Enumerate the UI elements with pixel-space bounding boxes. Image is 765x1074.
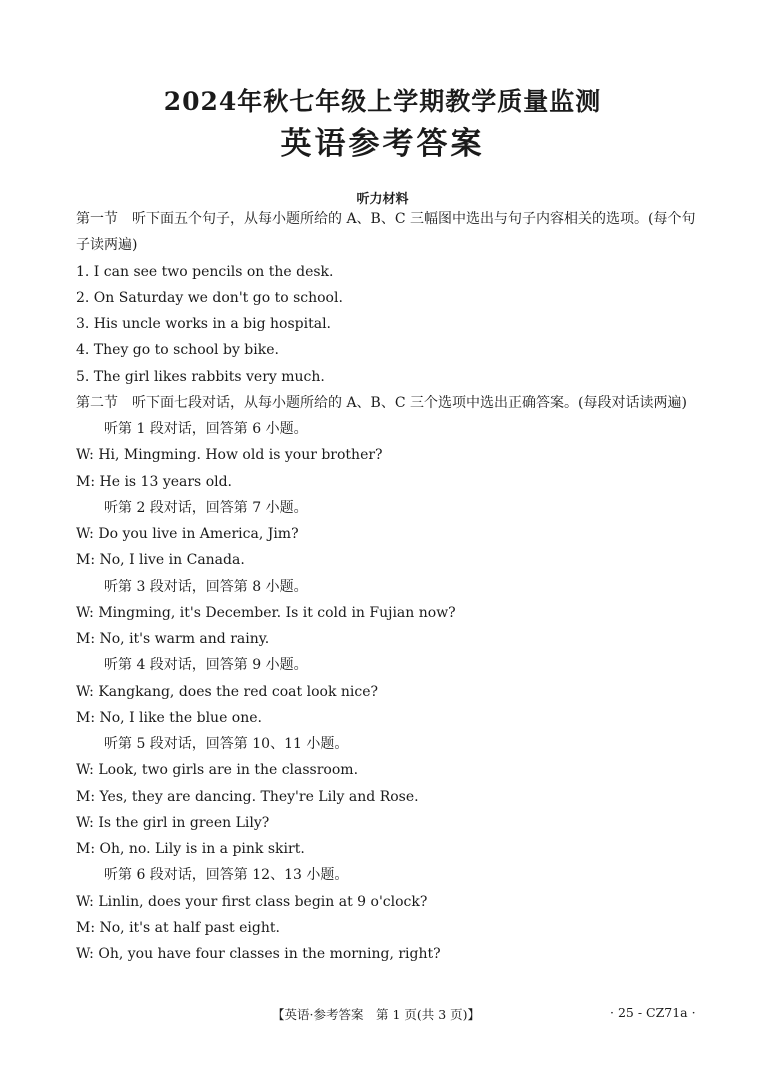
dialogue-instruction: 听第 1 段对话，回答第 6 小题。 bbox=[104, 421, 308, 437]
dialogue-instruction: 听第 3 段对话，回答第 8 小题。 bbox=[104, 578, 308, 595]
dialogue-instruction: 听第 2 段对话，回答第 7 小题。 bbox=[104, 499, 308, 516]
dialogue-line: W: Hi, Mingming. How old is your brother? bbox=[76, 447, 383, 464]
dialogue-line: W: Linlin, does your first class begin at 9 o'clock? bbox=[76, 893, 428, 910]
dialogue-line: W: Do you live in America, Jim? bbox=[76, 526, 299, 542]
dialogue-line: M: He is 13 years old. bbox=[76, 473, 233, 490]
document-title: 英语参考答案 bbox=[280, 126, 485, 162]
dialogue-line: W: Is the girl in green Lily? bbox=[76, 814, 270, 831]
sentence-item: 4. They go to school by bike. bbox=[76, 342, 279, 359]
section-title: 听力材料 bbox=[356, 192, 409, 207]
sentence-item: 2. On Saturday we don't go to school. bbox=[76, 289, 343, 306]
dialogue-line: M: No, I like the blue one. bbox=[76, 709, 262, 726]
dialogue-line: W: Mingming, it's December. Is it cold in Fujian now? bbox=[76, 604, 456, 621]
dialogue-line: W: Look, two girls are in the classroom. bbox=[76, 762, 359, 779]
dialogue-line: W: Kangkang, does the red coat look nice? bbox=[76, 683, 378, 700]
footer-page-info: 【英语·参考答案 第 1 页(共 3 页)】 bbox=[272, 1007, 481, 1022]
dialogue-line: M: Yes, they are dancing. They're Lily and Rose. bbox=[76, 788, 419, 805]
dialogue-instruction: 听第 6 段对话，回答第 12、13 小题。 bbox=[104, 867, 349, 884]
listening-material bbox=[76, 206, 696, 967]
dialogue-line: M: Oh, no. Lily is in a pink skirt. bbox=[76, 841, 305, 857]
dialogue-line: M: No, it's at half past eight. bbox=[76, 919, 280, 936]
dialogue-line: M: No, I live in Canada. bbox=[76, 552, 245, 569]
sentence-item: 3. His uncle works in a big hospital. bbox=[76, 316, 332, 332]
dialogue-instruction: 听第 4 段对话，回答第 9 小题。 bbox=[104, 657, 308, 674]
dialogue-instruction: 听第 5 段对话，回答第 10、11 小题。 bbox=[104, 736, 349, 752]
sentence-item: 5. The girl likes rabbits very much. bbox=[76, 368, 325, 385]
exam-title: 2024年秋七年级上学期教学质量监测 bbox=[163, 87, 602, 116]
footer-code: · 25 - CZ71a · bbox=[610, 1005, 696, 1020]
dialogue-line: M: No, it's warm and rainy. bbox=[76, 631, 270, 647]
dialogue-line: W: Oh, you have four classes in the morning, right? bbox=[76, 946, 441, 962]
sentence-item: 1. I can see two pencils on the desk. bbox=[76, 263, 334, 280]
section1-heading: 第一节 听下面五个句子，从每小题所给的 A、B、C 三幅图中选出与句子内容相关的选项。(每个句子读两遍) bbox=[76, 211, 696, 254]
section2-heading: 第二节 听下面七段对话，从每小题所给的 A、B、C 三个选项中选出正确答案。(每段对话读两遍) bbox=[76, 394, 687, 411]
